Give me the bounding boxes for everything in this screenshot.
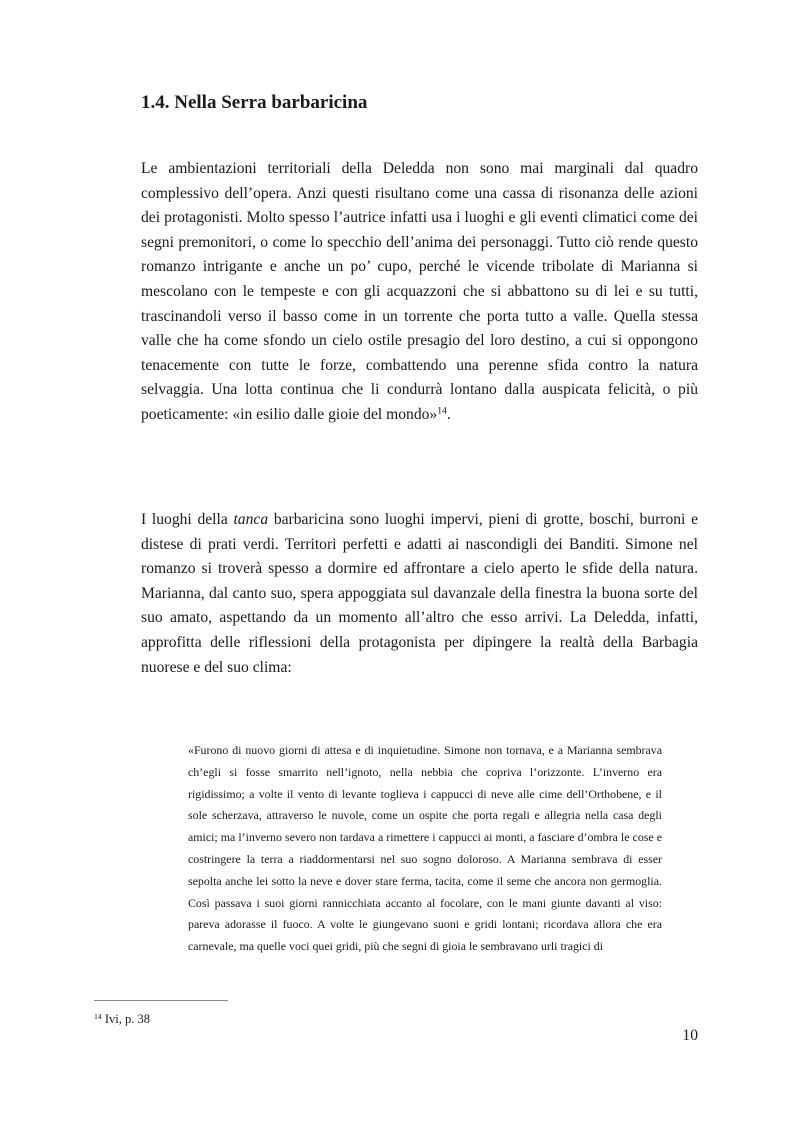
page-number: 10	[682, 1027, 698, 1044]
footnote-separator	[94, 1000, 228, 1001]
paragraph-1-text: Le ambientazioni territoriali della Deledda non sono mai marginali dal quadro complessivo dell’opera. Anzi questi risultano come una cassa di risonanza delle azioni dei protagonisti. Molto spesso l’autrice infatti usa i luoghi e gli eventi climatici come dei segni premonitori, o come lo specchio dell’anima dei personaggi. Tutto ciò rende questo romanzo intrigante e anche un po’ cupo, perché le vicende tribolate di Marianna si mescolano con le tempeste e con gli acquazzoni che si abbattono su di lei e su tutti, trascinandoli verso il basso come in un torrente che porta tutto a valle. Quella stessa valle che ha come sfondo un cielo ostile presagio del loro destino, a cui si oppongono tenacemente con tutte le forze, combattendo una perenne sfida contro la natura selvaggia. Una lotta continua che li condurrà lontano dalla auspicata felicità, o più poeticamente: «in esilio dalle gioie del mondo»	[141, 160, 698, 423]
footnote-reference[interactable]: 14	[437, 405, 447, 417]
section-heading: 1.4. Nella Serra barbaricina	[141, 92, 368, 113]
paragraph-1-end: .	[446, 405, 451, 423]
paragraph-2-after: barbaricina sono luoghi impervi, pieni di grotte, boschi, burroni e distese di prati verdi. Territori perfetti e adatti ai nascondigli dei Banditi. Simone nel romanzo si troverà spesso a dormire ed affrontare a cielo aperto le sfide della natura. Marianna, dal canto suo, spera appoggiata sul davanzale della finestra la buona sorte del suo amato, aspettando da un momento all’altro che esso arrivi. La Deledda, infatti, approfitta delle riflessioni della protagonista per dipingere la realtà della Barbagia nuorese e del suo clima:	[141, 511, 699, 676]
body-paragraph-2	[141, 508, 698, 680]
block-quote: «Furono di nuovo giorni di attesa e di inquietudine. Simone non tornava, e a Marianna sembrava ch’egli si fosse smarrito nell’ignoto, nella nebbia che copriva l’orizzonte. L’inverno era rigidissimo; a volte il vento di levante toglieva i cappucci di neve alle cime dell’Orthobene, e il sole scherzava, attraverso le nuvole, come un ospite che porta regali e allegria nella casa degli amici; ma l’inverno severo non tardava a rimettere i cappucci ai monti, a fasciare d’ombra le cose e costringere la terra a riaddormentarsi nel suo sogno doloroso. A Marianna sembrava di esser sepolta anche lei sotto la neve e dover stare ferma, tacita, come il seme che ancora non germoglia. Così passava i suoi giorni rannicchiata accanto al focolare, con le mani giunte davanti al viso: pareva adorasse il fuoco. A volte le giungevano suoni e gridi lontani; ricordava allora che era carnevale, ma quelle voci quei gridi, più che segni di gioia le sembravano urli tragici di	[188, 743, 662, 954]
body-paragraph-1	[141, 157, 698, 428]
footnote-number: 14	[94, 1011, 102, 1021]
footnote	[94, 1012, 150, 1027]
paragraph-2-before: I luoghi della	[141, 511, 234, 528]
footnote-text: Ivi, p. 38	[101, 1012, 151, 1026]
paragraph-2-italic-term: tanca	[233, 511, 269, 528]
